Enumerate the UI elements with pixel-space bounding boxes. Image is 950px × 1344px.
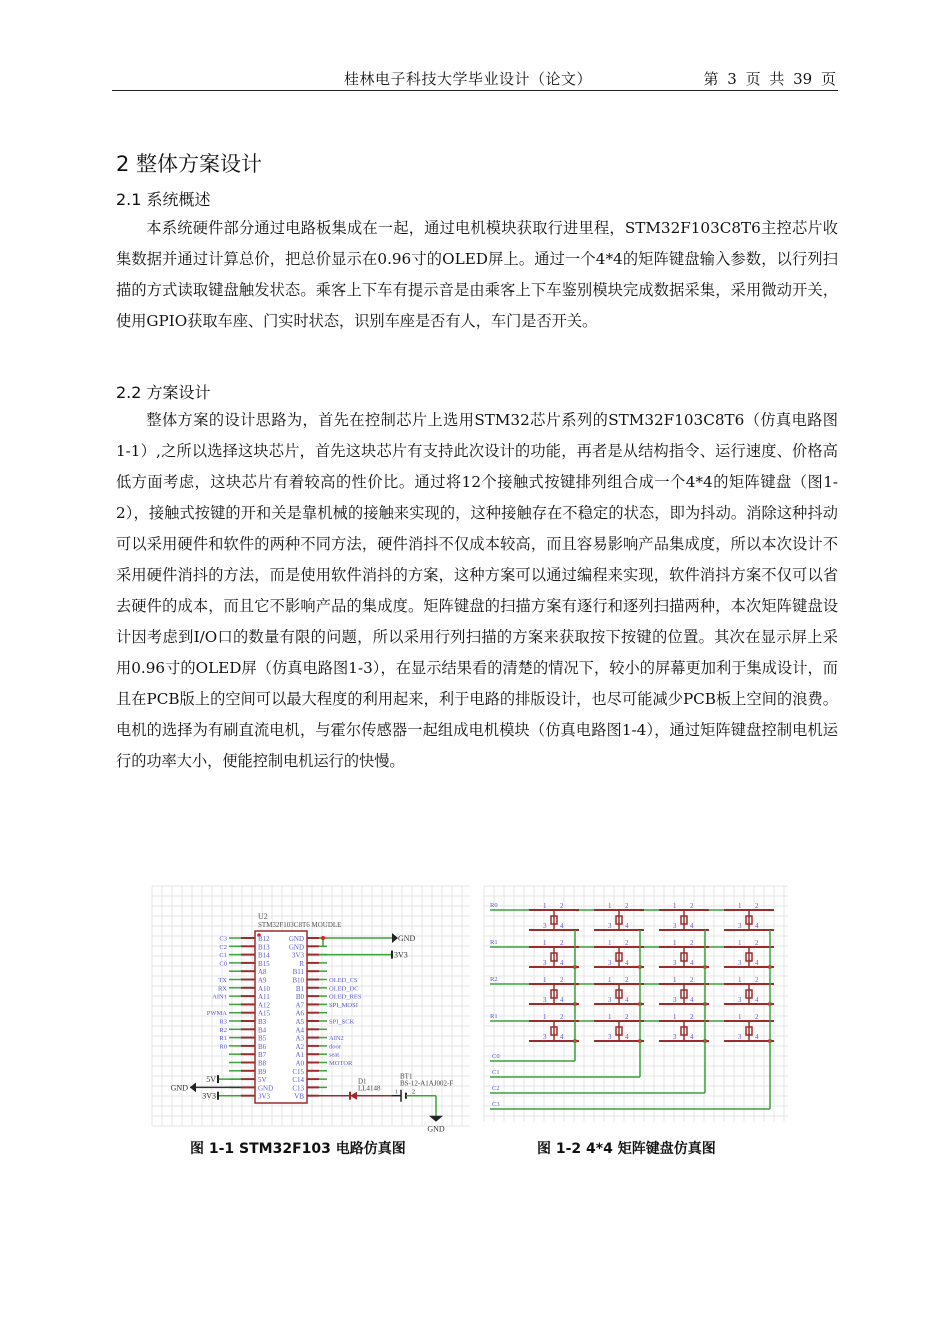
svg-text:4: 4 [690, 959, 694, 967]
svg-text:R2: R2 [219, 1026, 227, 1034]
svg-text:C1: C1 [219, 952, 227, 960]
svg-text:C0: C0 [219, 960, 227, 968]
svg-text:STM32F103C8T6 MOUDLE: STM32F103C8T6 MOUDLE [258, 921, 342, 929]
svg-text:R: R [299, 959, 304, 968]
svg-text:C2: C2 [492, 1085, 500, 1092]
svg-text:1: 1 [608, 1013, 612, 1021]
svg-text:B9: B9 [258, 1067, 267, 1076]
svg-text:4: 4 [755, 922, 759, 930]
svg-text:C13: C13 [292, 1084, 304, 1093]
svg-text:R1: R1 [490, 939, 498, 946]
svg-text:A12: A12 [258, 1001, 271, 1010]
header-page-number: 第 3 页 共 39 页 [703, 70, 836, 88]
svg-text:BT1: BT1 [400, 1072, 413, 1081]
svg-text:VB: VB [294, 1092, 304, 1101]
svg-text:4: 4 [560, 922, 564, 930]
svg-text:3: 3 [673, 996, 677, 1004]
svg-text:R0: R0 [490, 902, 498, 909]
svg-text:4: 4 [625, 959, 629, 967]
svg-text:3: 3 [738, 996, 742, 1004]
svg-text:1: 1 [673, 902, 677, 910]
figure-stm32-schematic [152, 886, 470, 1134]
svg-text:OLED_DC: OLED_DC [329, 985, 359, 993]
svg-text:3: 3 [543, 959, 547, 967]
svg-text:GND: GND [288, 935, 304, 943]
svg-text:1: 1 [608, 902, 612, 910]
svg-text:3: 3 [738, 1033, 742, 1041]
svg-text:A3: A3 [295, 1034, 304, 1043]
svg-text:C2: C2 [219, 943, 227, 951]
svg-text:1: 1 [738, 902, 742, 910]
svg-text:4: 4 [690, 922, 694, 930]
svg-text:1: 1 [673, 1013, 677, 1021]
svg-text:2: 2 [755, 1013, 759, 1021]
svg-text:GND: GND [288, 943, 304, 952]
svg-text:2: 2 [755, 902, 759, 910]
svg-text:3: 3 [673, 1033, 677, 1041]
svg-text:B11: B11 [292, 968, 304, 977]
svg-text:4: 4 [625, 922, 629, 930]
svg-text:3: 3 [543, 922, 547, 930]
svg-text:1: 1 [608, 976, 612, 984]
svg-text:A7: A7 [295, 1001, 304, 1010]
svg-text:2: 2 [560, 902, 564, 910]
svg-text:1: 1 [543, 939, 547, 947]
figure-matrix-keypad [484, 886, 788, 1122]
svg-text:1: 1 [543, 1013, 547, 1021]
header-title: 桂林电子科技大学毕业设计（论文） [344, 70, 593, 88]
svg-text:A15: A15 [258, 1009, 271, 1018]
svg-text:4: 4 [755, 959, 759, 967]
svg-text:AIN1: AIN1 [212, 993, 227, 1001]
svg-text:A4: A4 [295, 1026, 304, 1035]
svg-text:SPI_MOSI: SPI_MOSI [329, 1001, 358, 1009]
svg-text:B15: B15 [258, 959, 270, 968]
svg-text:1: 1 [673, 976, 677, 984]
svg-text:PWMA: PWMA [206, 1010, 227, 1018]
svg-text:4: 4 [690, 1033, 694, 1041]
svg-text:R1: R1 [219, 1035, 227, 1043]
svg-text:MOTOR: MOTOR [329, 1060, 353, 1067]
svg-text:4: 4 [560, 1033, 564, 1041]
svg-text:C15: C15 [292, 1067, 304, 1076]
svg-text:B14: B14 [258, 951, 270, 960]
svg-text:B6: B6 [258, 1042, 267, 1051]
subsection-heading-2-2: 2.2 方案设计 [116, 383, 211, 402]
figure-1-2-caption: 图 1-2 4*4 矩阵键盘仿真图 [537, 1141, 716, 1157]
svg-text:A11: A11 [258, 993, 270, 1002]
svg-text:4: 4 [560, 996, 564, 1004]
svg-text:LL4148: LL4148 [358, 1084, 381, 1093]
svg-text:OLED_RES: OLED_RES [329, 993, 362, 1001]
svg-text:2: 2 [755, 976, 759, 984]
stm32-schematic-diagram [152, 886, 470, 1134]
svg-text:1: 1 [543, 902, 547, 910]
svg-text:C14: C14 [292, 1076, 304, 1085]
svg-text:2: 2 [625, 976, 629, 984]
svg-text:2: 2 [560, 939, 564, 947]
svg-text:5V: 5V [258, 1076, 267, 1085]
svg-text:B7: B7 [258, 1051, 267, 1060]
svg-text:door: door [329, 1043, 341, 1051]
svg-text:R0: R0 [219, 1043, 227, 1051]
svg-text:RX: RX [217, 985, 227, 993]
svg-text:2: 2 [625, 902, 629, 910]
svg-text:seat: seat [329, 1051, 340, 1059]
svg-text:3: 3 [543, 996, 547, 1004]
svg-text:U2: U2 [258, 912, 268, 921]
svg-text:2: 2 [560, 1013, 564, 1021]
svg-text:A5: A5 [295, 1018, 304, 1026]
subsection-heading-2-1: 2.1 系统概述 [116, 190, 211, 209]
svg-text:5V: 5V [206, 1075, 216, 1085]
svg-text:R1: R1 [490, 1013, 498, 1020]
svg-text:B5: B5 [258, 1034, 267, 1043]
svg-text:B13: B13 [258, 943, 270, 952]
svg-text:2: 2 [690, 902, 694, 910]
svg-text:B4: B4 [258, 1026, 267, 1035]
svg-text:4: 4 [755, 1033, 759, 1041]
paragraph-scheme-design: 整体方案的设计思路为，首先在控制芯片上选用STM32芯片系列的STM32F103C8T6（仿真电路图1-1）,之所以选择这块芯片，首先这块芯片有支持此次设计的功能，再者是从结构指令、运行速度、价格高低方面考虑，这块芯片有着较高的性价比。通过将12个接触式按键排列组合成一个4*4的矩阵键盘（图1-2），接触式按键的开和关是靠机械的接触来实现的，这种接触存在不稳定的状态，即为抖动。消除这种抖动可以采用硬件和软件的两种不同方法，硬件消抖不仅成本较高，而且容易影响产品集成度，所以本次设计不采用硬件消抖的方法，而是使用软件消抖的方案，这种方案可以通过编程来实现，软件消抖方案不仅可以省去硬件的成本，而且它不影响产品的集成度。矩阵键盘的扫描方案有逐行和逐列扫描两种，本次矩阵键盘设计因考虑到I/O口的数量有限的问题，所以采用行列扫描的方案来获取按下按键的位置。其次在显示屏上采用0.96寸的OLED屏（仿真电路图1-3），在显示结果看的清楚的情况下，较小的屏幕更加利于集成设计，而且在PCB版上的空间可以最大程度的利用起来，利于电路的排版设计，也尽可能减少PCB板上空间的浪费。电机的选择为有刷直流电机，与霍尔传感器一起组成电机模块（仿真电路图1-4），通过矩阵键盘控制电机运行的功率大小，便能控制电机运行的快慢。 [116, 411, 838, 770]
svg-text:3: 3 [608, 1033, 612, 1041]
svg-text:3V3: 3V3 [394, 950, 408, 960]
svg-text:3: 3 [738, 959, 742, 967]
svg-text:B10: B10 [292, 976, 304, 985]
page-header [112, 68, 838, 91]
svg-text:1: 1 [543, 976, 547, 984]
svg-text:B12: B12 [258, 935, 270, 943]
svg-text:1: 1 [608, 939, 612, 947]
svg-text:2: 2 [412, 1089, 415, 1096]
svg-text:C3: C3 [492, 1101, 500, 1108]
svg-text:3: 3 [608, 959, 612, 967]
svg-text:BS-12-A1AJ002-F: BS-12-A1AJ002-F [400, 1079, 454, 1088]
svg-text:A0: A0 [295, 1059, 304, 1068]
svg-text:3: 3 [608, 922, 612, 930]
svg-text:4: 4 [560, 959, 564, 967]
svg-text:2: 2 [690, 976, 694, 984]
svg-text:C3: C3 [219, 935, 227, 943]
svg-text:2: 2 [625, 939, 629, 947]
svg-text:1: 1 [395, 1089, 398, 1096]
svg-text:B3: B3 [258, 1018, 267, 1026]
svg-text:4: 4 [690, 996, 694, 1004]
svg-text:1: 1 [738, 976, 742, 984]
matrix-keypad-diagram [484, 886, 788, 1122]
paragraph-system-overview: 本系统硬件部分通过电路板集成在一起，通过电机模块获取行进里程，STM32F103C8T6主控芯片收集数据并通过计算总价，把总价显示在0.96寸的OLED屏上。通过一个4*4的矩阵键盘输入参数，以行列扫描的方式读取键盘触发状态。乘客上下车有提示音是由乘客上下车鉴别模块完成数据采集，采用微动开关，使用GPIO获取车座、门实时状态，识别车座是否有人，车门是否开关。 [116, 219, 838, 330]
svg-text:2: 2 [625, 1013, 629, 1021]
svg-text:A10: A10 [258, 984, 271, 993]
svg-text:3: 3 [608, 996, 612, 1004]
svg-text:TX: TX [218, 977, 227, 984]
svg-text:GND: GND [398, 934, 416, 943]
svg-text:2: 2 [560, 976, 564, 984]
svg-text:4: 4 [755, 996, 759, 1004]
svg-text:3V3: 3V3 [291, 951, 304, 960]
svg-text:D1: D1 [358, 1077, 367, 1086]
svg-text:4: 4 [625, 1033, 629, 1041]
svg-text:1: 1 [738, 1013, 742, 1021]
svg-text:3: 3 [673, 922, 677, 930]
svg-text:2: 2 [690, 1013, 694, 1021]
svg-text:C0: C0 [492, 1053, 500, 1060]
svg-text:2: 2 [755, 939, 759, 947]
svg-text:3: 3 [673, 959, 677, 967]
svg-text:A1: A1 [295, 1051, 304, 1060]
svg-text:3: 3 [543, 1033, 547, 1041]
svg-text:3V3: 3V3 [258, 1092, 271, 1101]
figure-1-1-caption: 图 1-1 STM32F103 电路仿真图 [190, 1141, 406, 1157]
svg-text:4: 4 [625, 996, 629, 1004]
svg-text:A9: A9 [258, 976, 267, 985]
svg-text:1: 1 [738, 939, 742, 947]
svg-text:R3: R3 [219, 1018, 227, 1026]
svg-text:C1: C1 [492, 1069, 500, 1076]
svg-text:1: 1 [673, 939, 677, 947]
svg-text:3: 3 [738, 922, 742, 930]
svg-text:B1: B1 [295, 984, 304, 993]
svg-text:GND: GND [170, 1083, 188, 1093]
svg-text:R2: R2 [490, 976, 498, 983]
section-heading: 2 整体方案设计 [116, 152, 263, 176]
svg-text:A6: A6 [295, 1009, 304, 1018]
svg-text:B8: B8 [258, 1059, 267, 1068]
svg-text:SPI_SCK: SPI_SCK [329, 1018, 355, 1026]
svg-text:OLED_CS: OLED_CS [329, 977, 358, 984]
svg-text:3V3: 3V3 [202, 1091, 216, 1101]
svg-text:B0: B0 [295, 993, 304, 1002]
svg-text:A2: A2 [295, 1042, 304, 1051]
svg-text:GND: GND [258, 1084, 274, 1093]
svg-text:AIN2: AIN2 [329, 1035, 344, 1043]
svg-text:2: 2 [690, 939, 694, 947]
svg-text:A8: A8 [258, 968, 267, 977]
svg-text:GND: GND [427, 1124, 445, 1134]
